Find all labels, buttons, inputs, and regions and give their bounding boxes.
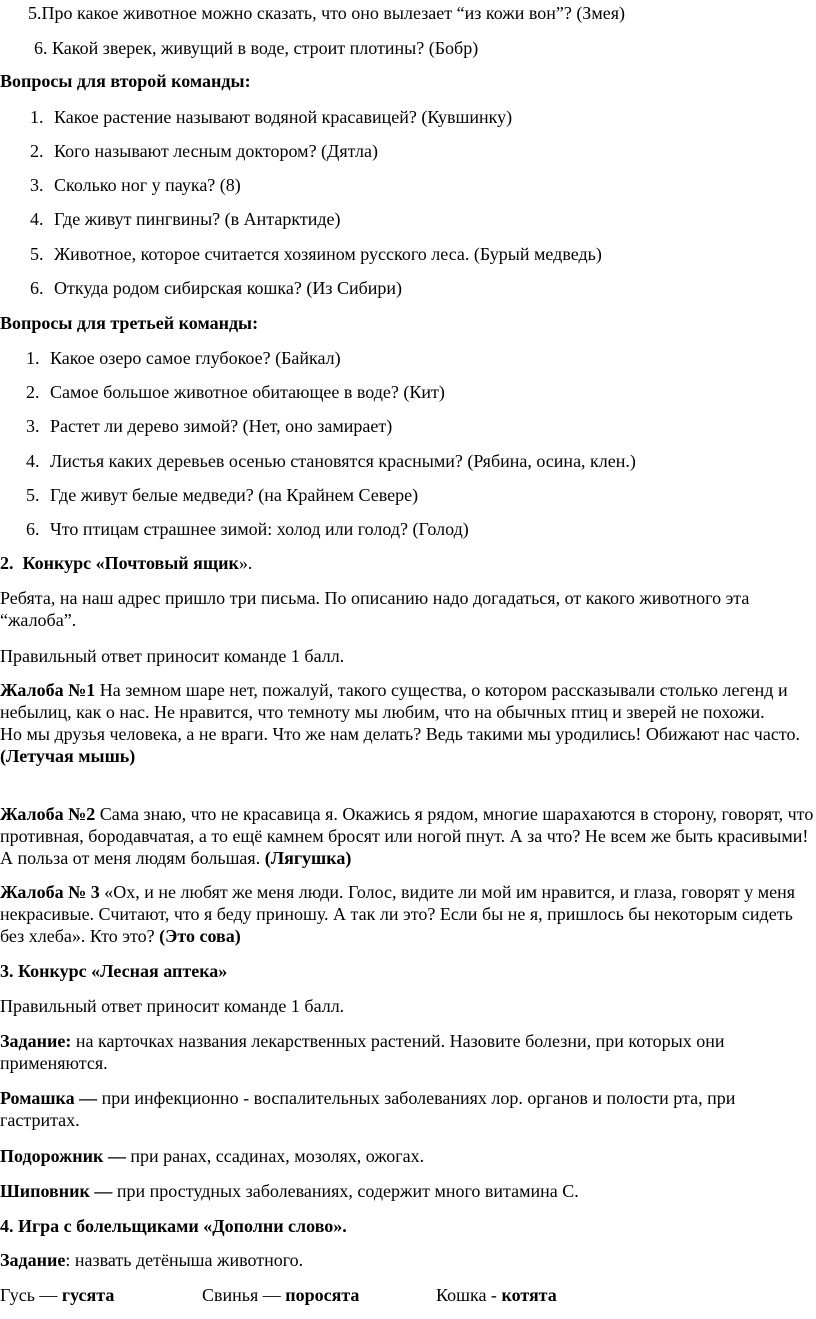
list-item: 6. Что птицам страшнее зимой: холод или голод? (Голод) xyxy=(26,519,469,539)
contest4-task: Задание: назвать детёныша животного. xyxy=(0,1250,304,1270)
complaint-1: Жалоба №1 На земном шаре нет, пожалуй, такого существа, о котором рассказывали столько легенд и небылиц, как о нас. Не нравится, что темноту мы любим, что на обычных птиц и зверей не похожи. Но мы друзья человека, а не враги. Что же нам делать? Ведь такими мы уродились! Обижают нас часто. (Летучая мышь) xyxy=(0,680,800,766)
list-item: 4. Где живут пингвины? (в Антарктиде) xyxy=(30,209,341,229)
pair-cat: Кошка - котята xyxy=(436,1285,557,1305)
list-item: 3. Растет ли дерево зимой? (Нет, оно замирает) xyxy=(26,416,393,436)
question-6: 6. Какой зверек, живущий в воде, строит плотины? (Бобр) xyxy=(34,38,479,58)
complaint-2: Жалоба №2 Сама знаю, что не красавица я. Окажись я рядом, многие шарахаются в сторону, говорят, что противная, бородавчатая, а то ещё камнем бросят или ногой пнут. А за что? Не всем же быть красивыми! А польза от меня людям большая. (Лягушка) xyxy=(0,804,814,868)
contest2-heading: 2. Конкурс «Почтовый ящик». xyxy=(0,553,253,573)
list-item: 2. Кого называют лесным доктором? (Дятла) xyxy=(30,141,378,161)
pair-goose: Гусь — гусята xyxy=(0,1285,115,1305)
contest2-intro: Ребята, на наш адрес пришло три письма. По описанию надо догадаться, от какого животного эта “жалоба”. xyxy=(0,588,750,630)
plant-plantain: Подорожник — при ранах, ссадинах, мозолях, ожогах. xyxy=(0,1146,425,1166)
contest2-score: Правильный ответ приносит команде 1 балл. xyxy=(0,646,345,666)
contest4-heading: 4. Игра с болельщиками «Дополни слово». xyxy=(0,1216,347,1236)
list-item: 1. Какое растение называют водяной красавицей? (Кувшинку) xyxy=(30,107,513,127)
plant-rosehip: Шиповник — при простудных заболеваниях, содержит много витамина С. xyxy=(0,1181,579,1201)
list-item: 4. Листья каких деревьев осенью становятся красными? (Рябина, осина, клен.) xyxy=(26,451,636,471)
team3-heading: Вопросы для третьей команды: xyxy=(0,313,259,333)
list-item: 5. Где живут белые медведи? (на Крайнем Севере) xyxy=(26,485,419,505)
list-item: 1. Какое озеро самое глубокое? (Байкал) xyxy=(26,348,341,368)
team2-heading: Вопросы для второй команды: xyxy=(0,71,251,91)
animal-pairs xyxy=(0,1284,816,1308)
contest3-heading: 3. Конкурс «Лесная аптека» xyxy=(0,961,228,981)
list-item: 5. Животное, которое считается хозяином русского леса. (Бурый медведь) xyxy=(30,244,602,264)
contest3-score: Правильный ответ приносит команде 1 балл. xyxy=(0,996,345,1016)
list-item: 2. Самое большое животное обитающее в воде? (Кит) xyxy=(26,382,445,402)
question-5: 5.Про какое животное можно сказать, что оно вылезает “из кожи вон”? (Змея) xyxy=(28,3,625,23)
list-item: 3. Сколько ног у паука? (8) xyxy=(30,175,241,195)
plant-chamomile: Ромашка — при инфекционно - воспалительных заболеваниях лор. органов и полости рта, при гастритах. xyxy=(0,1088,736,1130)
complaint-3: Жалоба № 3 «Ох, и не любят же меня люди. Голос, видите ли мой им нравится, и глаза, говорят у меня некрасивые. Считают, что я беду приношу. А так ли это? Если бы не я, пришлось бы некоторым сидеть без хлеба». Кто это? (Это сова) xyxy=(0,882,796,946)
contest3-task: Задание: на карточках названия лекарственных растений. Назовите болезни, при которых они применяются. xyxy=(0,1031,725,1073)
pair-pig: Свинья — поросята xyxy=(202,1285,360,1305)
list-item: 6. Откуда родом сибирская кошка? (Из Сибири) xyxy=(30,278,403,298)
